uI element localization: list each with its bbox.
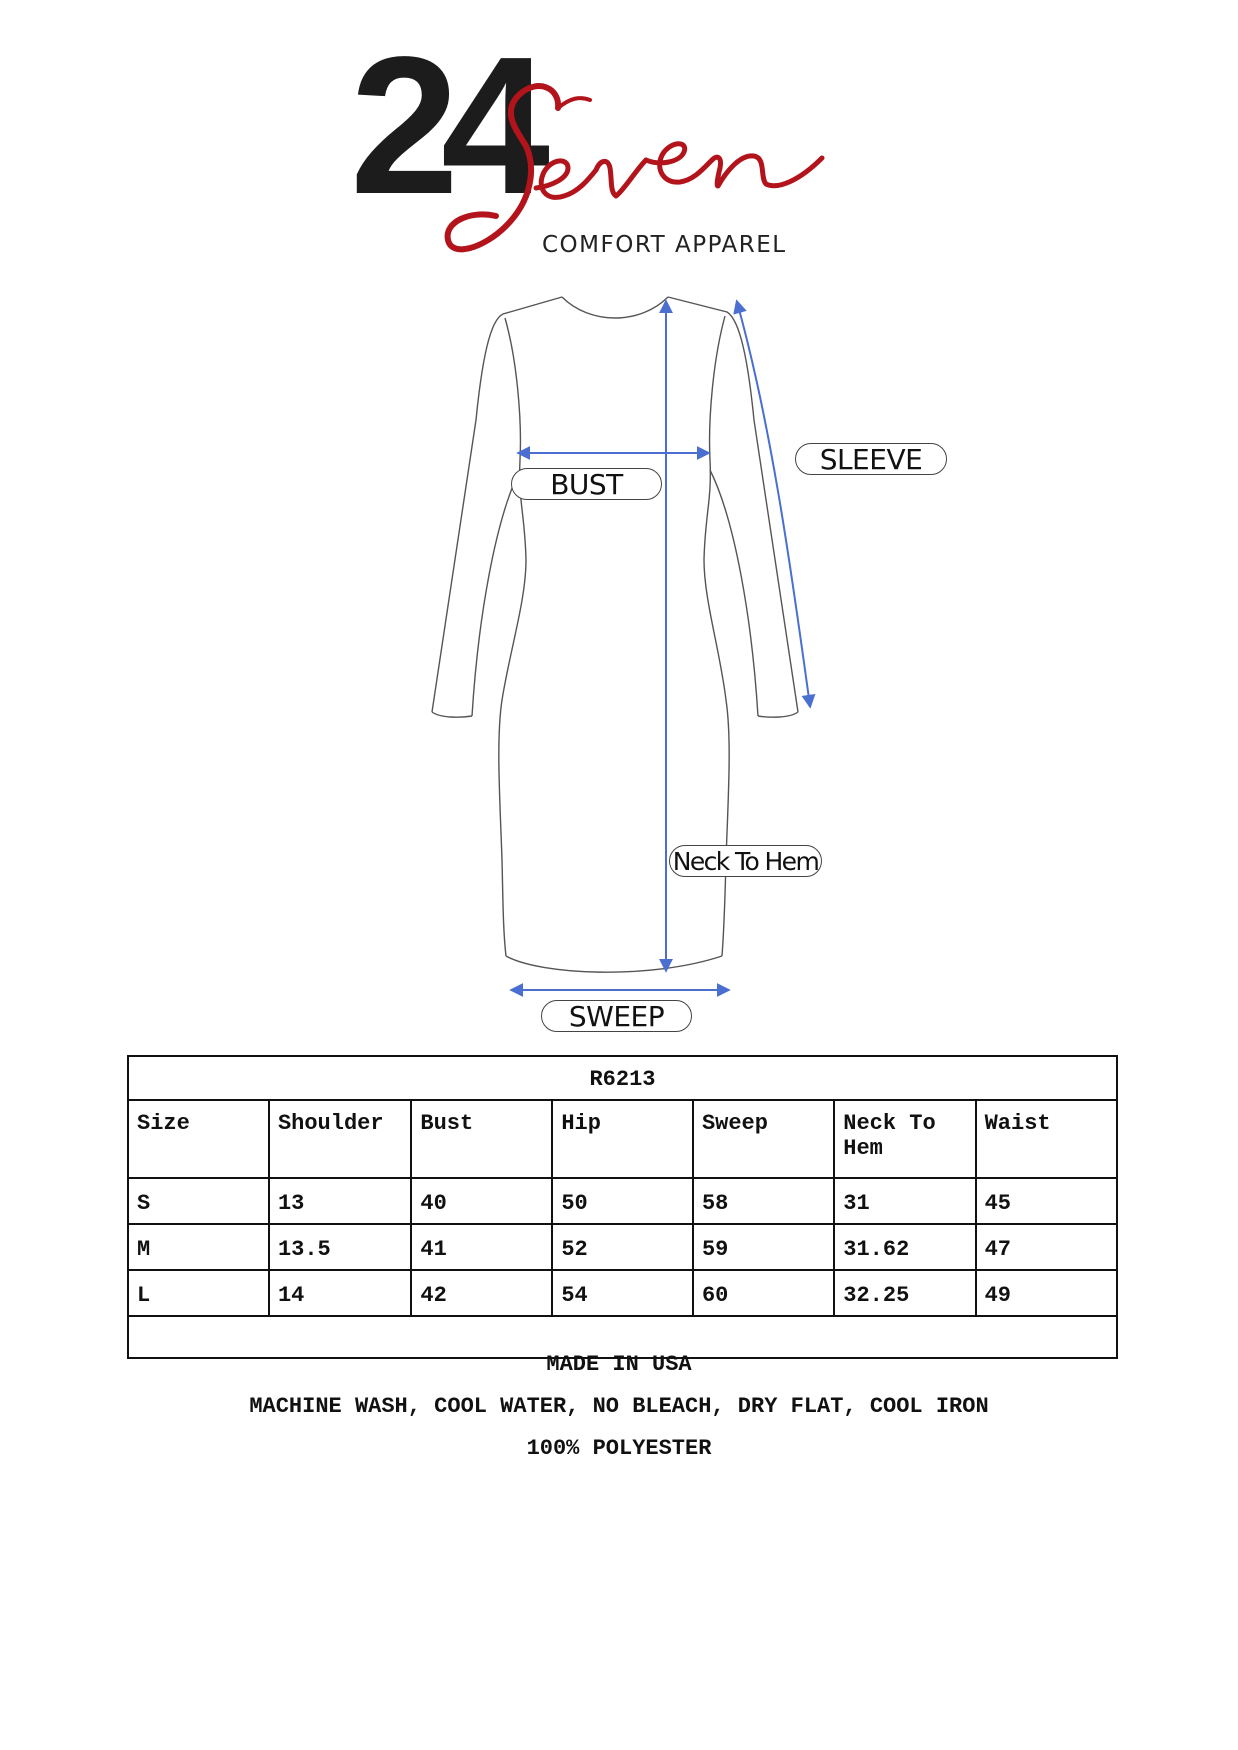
- brand-script-seven: [440, 50, 920, 295]
- sweep-label: SWEEP: [541, 1000, 692, 1032]
- table-row: [128, 1270, 1117, 1316]
- table-cell: S: [128, 1178, 269, 1224]
- style-number: R6213: [128, 1056, 1117, 1100]
- brand-tagline: COMFORT APPAREL: [542, 232, 787, 258]
- table-cell: 60: [693, 1270, 834, 1316]
- table-cell: 49: [976, 1270, 1117, 1316]
- care-instructions: MACHINE WASH, COOL WATER, NO BLEACH, DRY FLAT, COOL IRON: [249, 1394, 989, 1419]
- column-header: Bust: [411, 1100, 552, 1178]
- table-cell: L: [128, 1270, 269, 1316]
- table-cell: 47: [976, 1224, 1117, 1270]
- table-cell: 40: [411, 1178, 552, 1224]
- table-cell: 13.5: [269, 1224, 411, 1270]
- table-cell: 42: [411, 1270, 552, 1316]
- column-header: Size: [128, 1100, 269, 1178]
- material-note: 100% POLYESTER: [526, 1436, 712, 1461]
- table-row: [128, 1178, 1117, 1224]
- column-header: Hip: [552, 1100, 693, 1178]
- table-cell: 58: [693, 1178, 834, 1224]
- column-header: Sweep: [693, 1100, 834, 1178]
- table-cell: 52: [552, 1224, 693, 1270]
- origin-note: MADE IN USA: [546, 1352, 692, 1377]
- brand-number: 24: [350, 16, 533, 235]
- table-header-row: [128, 1100, 1117, 1178]
- table-cell: 14: [269, 1270, 411, 1316]
- sleeve-label: SLEEVE: [795, 443, 947, 475]
- brand-logo: [350, 16, 920, 295]
- measurement-arrows: [512, 302, 810, 990]
- table-row: [128, 1224, 1117, 1270]
- table-cell: 32.25: [834, 1270, 975, 1316]
- table-cell: M: [128, 1224, 269, 1270]
- column-header: Shoulder: [269, 1100, 411, 1178]
- brand-script-word: [350, 50, 351, 51]
- table-cell: 54: [552, 1270, 693, 1316]
- column-header: Neck To Hem: [834, 1100, 975, 1178]
- neck-to-hem-label: Neck To Hem: [669, 845, 822, 877]
- sleeve-arrow: [737, 302, 810, 706]
- table-cell: 45: [976, 1178, 1117, 1224]
- table-cell: 50: [552, 1178, 693, 1224]
- table-cell: 41: [411, 1224, 552, 1270]
- size-chart-table: [127, 1055, 1118, 1359]
- table-cell: 59: [693, 1224, 834, 1270]
- bust-label: BUST: [511, 468, 662, 500]
- table-cell: 31: [834, 1178, 975, 1224]
- column-header: Waist: [976, 1100, 1117, 1178]
- table-cell: 13: [269, 1178, 411, 1224]
- table-cell: 31.62: [834, 1224, 975, 1270]
